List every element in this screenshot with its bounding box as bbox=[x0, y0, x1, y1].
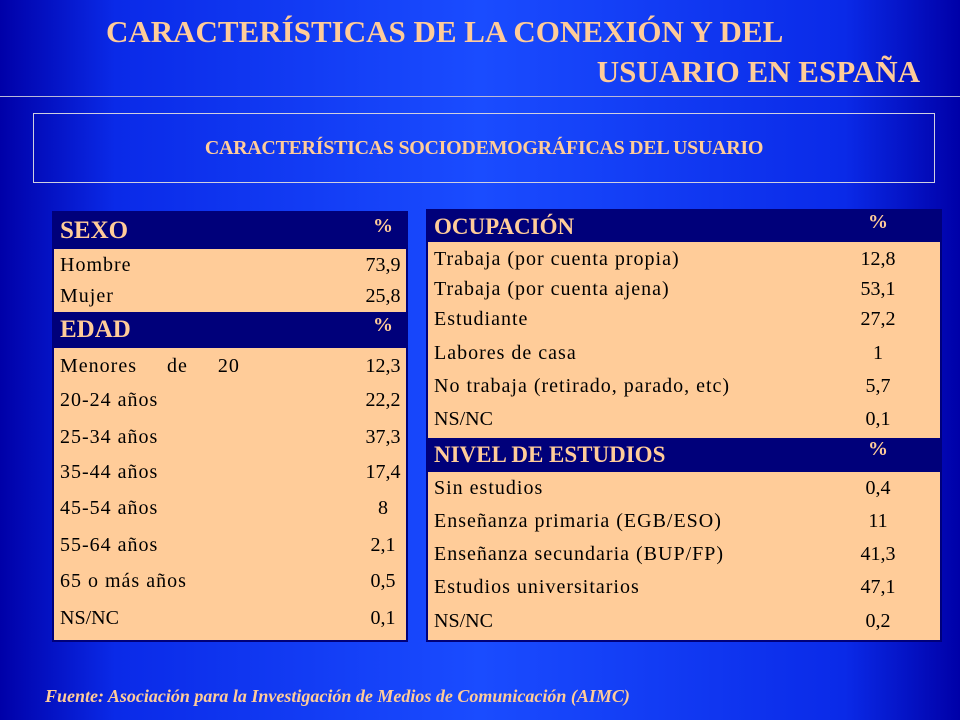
table-row bbox=[54, 563, 406, 599]
row-value: 0,1 bbox=[370, 606, 396, 629]
row-label: Estudiante bbox=[434, 307, 529, 330]
row-value: 73,9 bbox=[365, 253, 401, 276]
row-label: Trabaja (por cuenta ajena) bbox=[434, 277, 670, 300]
edad-header: EDAD bbox=[60, 316, 131, 343]
row-label: NS/NC bbox=[60, 606, 119, 629]
ocupacion-pct-header: % bbox=[868, 211, 888, 233]
row-label: 25-34 años bbox=[60, 425, 159, 448]
table-row bbox=[54, 348, 406, 384]
row-label: 20-24 años bbox=[60, 388, 159, 411]
row-value: 8 bbox=[378, 496, 388, 519]
table-row bbox=[428, 605, 940, 637]
row-value: 11 bbox=[868, 509, 888, 532]
row-label: Labores de casa bbox=[434, 341, 577, 364]
table-row bbox=[428, 273, 940, 305]
row-label: NS/NC bbox=[434, 407, 493, 430]
title-divider bbox=[0, 96, 960, 97]
sexo-pct-header: % bbox=[373, 215, 393, 237]
table-row bbox=[54, 527, 406, 563]
row-label: NS/NC bbox=[434, 609, 493, 632]
table-row bbox=[428, 336, 940, 370]
row-label: Sin estudios bbox=[434, 476, 544, 499]
row-label: Estudios universitarios bbox=[434, 575, 640, 598]
subtitle-text: CARACTERÍSTICAS SOCIODEMOGRÁFICAS DEL USUARIO bbox=[204, 136, 764, 159]
table-row bbox=[54, 490, 406, 526]
table-row bbox=[428, 243, 940, 275]
ocupacion-header: OCUPACIÓN bbox=[434, 213, 575, 239]
ocupacion-estudios-table bbox=[426, 209, 942, 642]
edad-header-row bbox=[54, 312, 406, 348]
slide-title bbox=[100, 12, 920, 92]
table-row bbox=[54, 600, 406, 636]
table-row bbox=[54, 454, 406, 490]
row-value: 0,2 bbox=[865, 609, 891, 632]
row-value: 0,1 bbox=[865, 407, 891, 430]
subtitle-box bbox=[33, 113, 935, 183]
row-value: 5,7 bbox=[865, 374, 891, 397]
row-value: 41,3 bbox=[860, 542, 896, 565]
edad-pct-header: % bbox=[373, 314, 393, 336]
row-value: 53,1 bbox=[860, 277, 896, 300]
row-label: 65 o más años bbox=[60, 569, 187, 592]
row-value: 12,8 bbox=[860, 247, 896, 270]
row-value: 47,1 bbox=[860, 575, 896, 598]
row-value: 25,8 bbox=[365, 284, 401, 307]
row-label: Hombre bbox=[60, 253, 132, 276]
row-value: 12,3 bbox=[365, 354, 401, 377]
row-value: 1 bbox=[873, 341, 883, 364]
table-row bbox=[54, 249, 406, 281]
sexo-header: SEXO bbox=[60, 217, 129, 244]
row-value: 2,1 bbox=[370, 533, 396, 556]
table-row bbox=[428, 303, 940, 335]
table-row bbox=[428, 571, 940, 603]
row-value: 22,2 bbox=[365, 388, 401, 411]
table-row bbox=[428, 402, 940, 436]
row-value: 17,4 bbox=[365, 460, 401, 483]
estudios-header: NIVEL DE ESTUDIOS bbox=[434, 442, 666, 467]
row-value: 0,5 bbox=[370, 569, 396, 592]
ocupacion-header-row bbox=[428, 211, 940, 242]
row-label: No trabaja (retirado, parado, etc) bbox=[434, 374, 731, 397]
table-row bbox=[428, 538, 940, 570]
table-row bbox=[54, 382, 406, 418]
row-label: Enseñanza secundaria (BUP/FP) bbox=[434, 542, 725, 565]
table-row bbox=[54, 280, 406, 312]
row-label: Menores de 20 bbox=[60, 354, 240, 377]
sexo-header-row bbox=[54, 213, 406, 249]
row-label: Mujer bbox=[60, 284, 114, 307]
row-label: 35-44 años bbox=[60, 460, 159, 483]
sexo-edad-table bbox=[52, 211, 408, 642]
slide-title-line2: USUARIO EN ESPAÑA bbox=[596, 54, 920, 89]
estudios-header-row bbox=[428, 438, 940, 472]
table-row bbox=[54, 419, 406, 455]
row-label: 55-64 años bbox=[60, 533, 159, 556]
table-row bbox=[428, 472, 940, 504]
row-label: Enseñanza primaria (EGB/ESO) bbox=[434, 509, 722, 532]
estudios-pct-header: % bbox=[868, 438, 888, 460]
row-value: 27,2 bbox=[860, 307, 896, 330]
row-value: 37,3 bbox=[365, 425, 401, 448]
table-row bbox=[428, 505, 940, 537]
row-value: 0,4 bbox=[865, 476, 891, 499]
row-label: 45-54 años bbox=[60, 496, 159, 519]
table-row bbox=[428, 369, 940, 403]
slide-title-line1: CARACTERÍSTICAS DE LA CONEXIÓN Y DEL bbox=[106, 14, 784, 49]
source-note: Fuente: Asociación para la Investigación de Medios de Comunicación (AIMC) bbox=[45, 686, 630, 706]
row-label: Trabaja (por cuenta propia) bbox=[434, 247, 680, 270]
